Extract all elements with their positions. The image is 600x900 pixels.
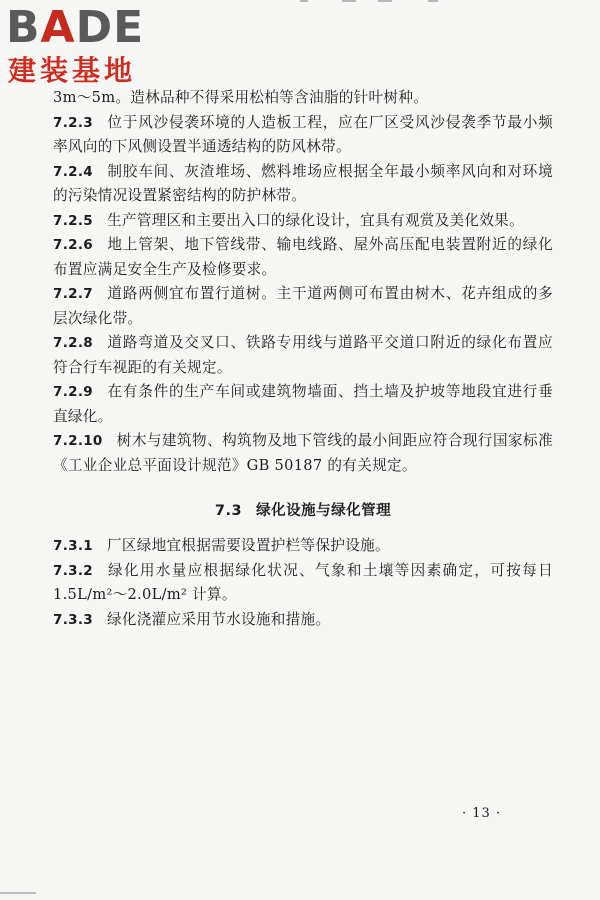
- clause-number: 7.2.7: [53, 286, 93, 302]
- clause-paragraph: [53, 331, 553, 380]
- clause-text: 在有条件的生产车间或建筑物墙面、挡土墙及护坡等地段宜进行垂直绿化。: [53, 383, 553, 425]
- clause-number: 7.2.8: [53, 335, 93, 351]
- scan-mark-bottom: [0, 892, 36, 894]
- clause-text: 制胶车间、灰渣堆场、燃料堆场应根据全年最小频率风向和对环境的污染情况设置紧密结构的防护林带。: [53, 162, 553, 204]
- clause-text: 生产管理区和主要出入口的绿化设计，宜具有观赏及美化效果。: [106, 211, 524, 229]
- clause-paragraph: [53, 534, 553, 559]
- clause-paragraph: [53, 233, 553, 282]
- clause-text: 厂区绿地宜根据需要设置护栏等保护设施。: [106, 537, 390, 554]
- bade-logo: [6, 2, 186, 92]
- clause-paragraph: [53, 608, 553, 633]
- document-body: [53, 86, 553, 632]
- clauses-7-2: [53, 86, 553, 478]
- scan-marks: [300, 0, 460, 4]
- clause-text: 树木与建筑物、构筑物及地下管线的最小间距应符合现行国家标准《工业企业总平面设计规范》GB 50187 的有关规定。: [53, 432, 553, 474]
- clause-paragraph: [53, 160, 553, 209]
- clause-number: 7.2.9: [53, 384, 93, 400]
- clause-number: 7.2.3: [53, 114, 93, 131]
- section-title: 绿化设施与绿化管理: [256, 503, 392, 519]
- clause-number: 7.2.10: [53, 433, 103, 449]
- clause-paragraph: [53, 209, 553, 234]
- clause-text: 绿化用水量应根据绿化状况、气象和土壤等因素确定，可按每日 1.5L/m²～2.0L/m² 计算。: [53, 561, 553, 603]
- clause-paragraph: [53, 559, 553, 608]
- clause-text: 位于风沙侵袭环境的人造板工程，应在厂区受风沙侵袭季节最小频率风向的下风侧设置半通透结构的防风林带。: [53, 113, 553, 155]
- logo-wordmark: BADE: [6, 2, 145, 53]
- clause-number: 7.3.2: [53, 562, 93, 579]
- clause-paragraph: [53, 429, 553, 478]
- clause-number: 7.3.3: [53, 611, 93, 628]
- clause-paragraph: [53, 86, 553, 111]
- clause-text: 3m～5m。造林品种不得采用松柏等含油脂的针叶树种。: [53, 89, 429, 106]
- clause-text: 地上管架、地下管线带、输电线路、屋外高压配电装置附近的绿化布置应满足安全生产及检修要求。: [53, 236, 553, 278]
- clause-text: 绿化浇灌应采用节水设施和措施。: [106, 610, 331, 628]
- page-number: · 13 ·: [462, 806, 502, 821]
- logo-subtitle: 建装基地: [8, 54, 137, 87]
- clause-number: 7.2.6: [53, 237, 93, 253]
- clause-number: 7.2.4: [53, 163, 93, 180]
- clause-number: 7.2.5: [53, 212, 93, 229]
- clause-number: 7.3.1: [53, 538, 93, 554]
- clause-paragraph: [53, 111, 553, 160]
- clauses-7-3: [53, 534, 553, 632]
- clause-text: 道路两侧宜布置行道树。主干道两侧可布置由树木、花卉组成的多层次绿化带。: [53, 285, 553, 327]
- clause-paragraph: [53, 380, 553, 429]
- clause-paragraph: [53, 282, 553, 331]
- clause-text: 道路弯道及交叉口、铁路专用线与道路平交道口附近的绿化布置应符合行车视距的有关规定。: [53, 334, 553, 376]
- section-heading: [53, 500, 553, 522]
- section-number: 7.3: [214, 503, 243, 519]
